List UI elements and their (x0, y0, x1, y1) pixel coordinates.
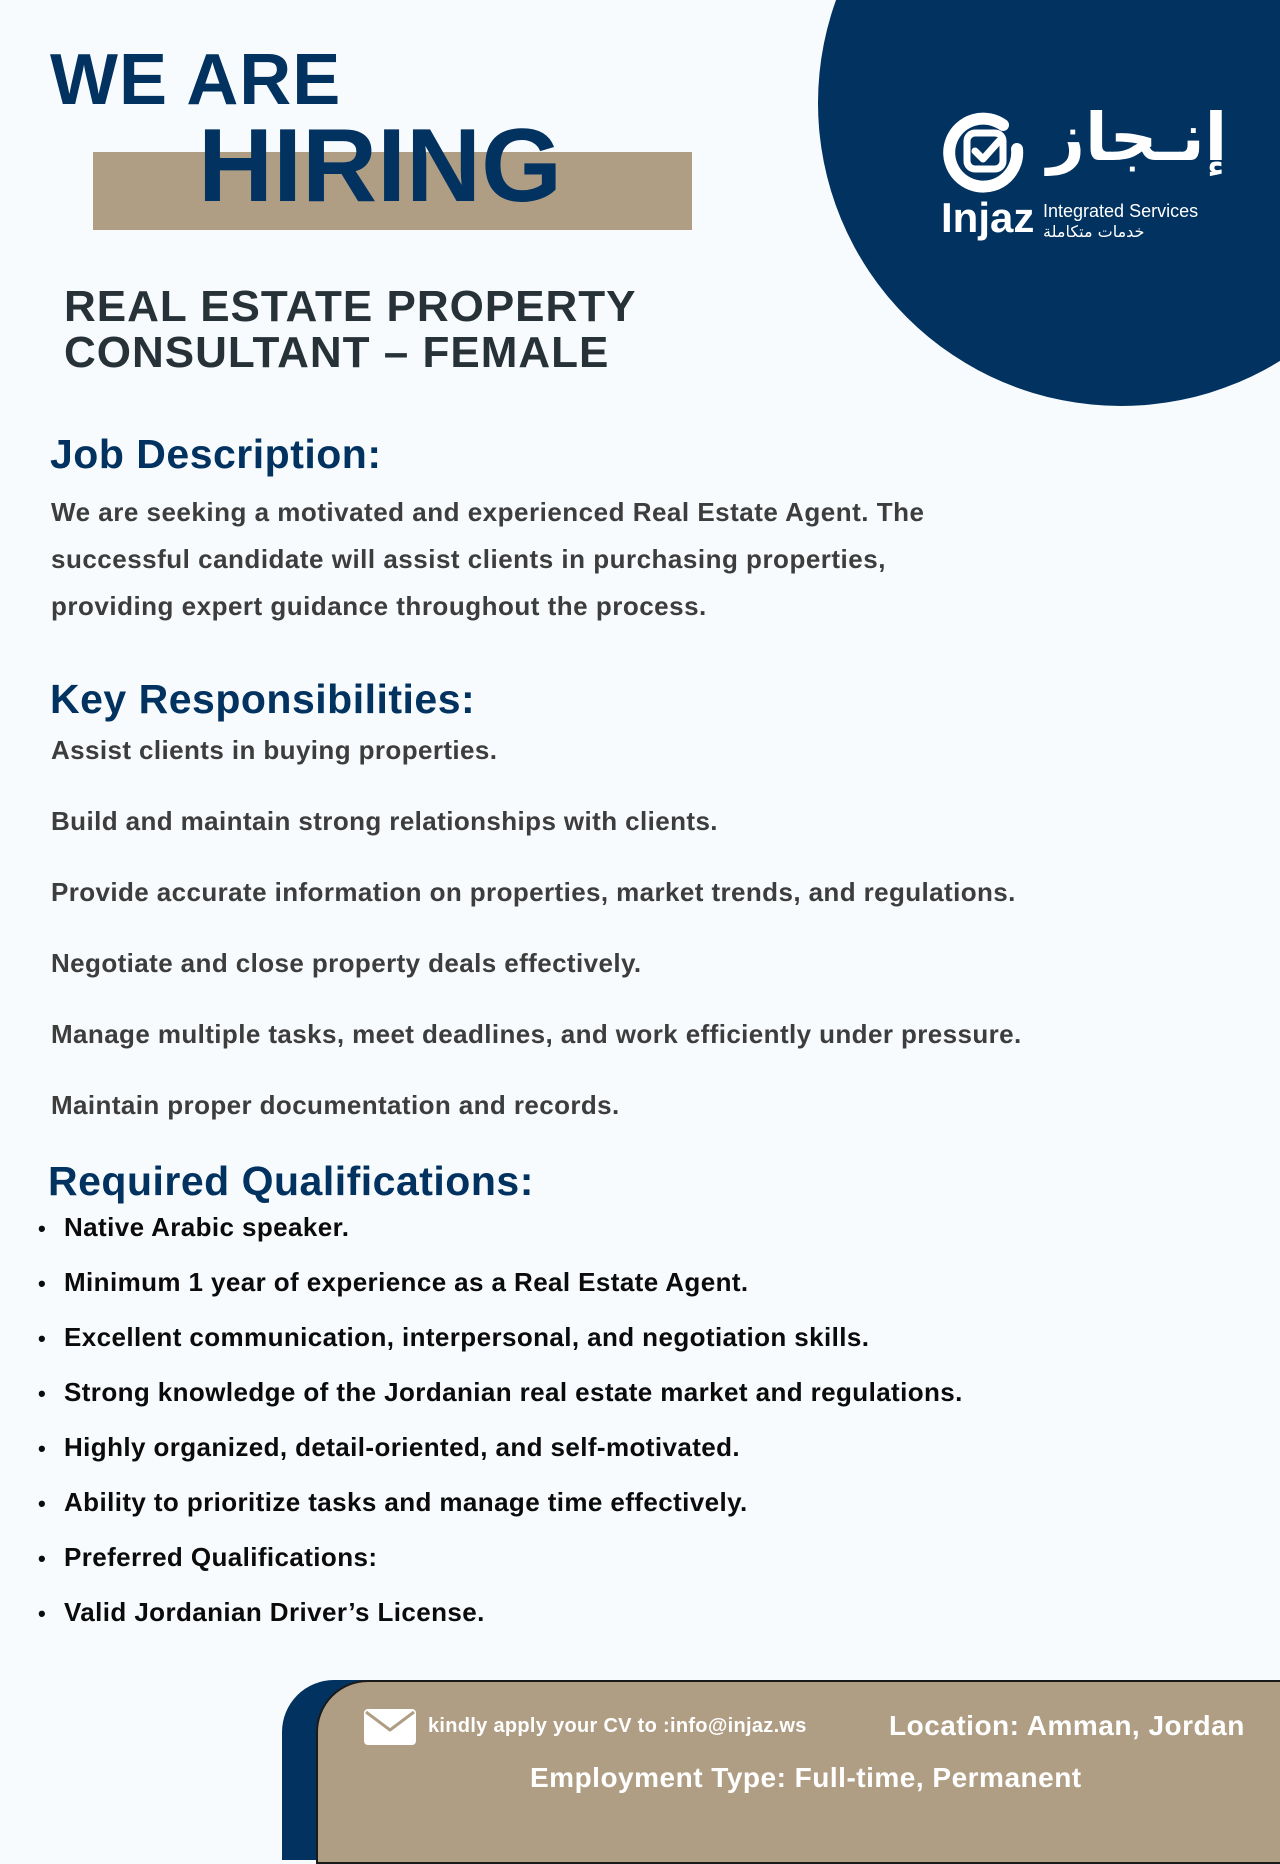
headline-we-are: WE ARE (50, 40, 342, 120)
bullet: • (38, 1216, 47, 1241)
bullet: • (38, 1381, 47, 1406)
responsibility-item: Provide accurate information on properties, market trends, and regulations. (51, 877, 1016, 907)
bullet: • (38, 1436, 47, 1461)
qualification-text: Preferred Qualifications: (64, 1542, 378, 1572)
job-description-text (51, 489, 1051, 630)
qualification-item (38, 1212, 963, 1267)
qualification-text: Ability to prioritize tasks and manage time effectively. (64, 1487, 748, 1517)
bullet: • (38, 1491, 47, 1516)
responsibilities-list (51, 735, 1022, 1161)
job-title-line-1: REAL ESTATE PROPERTY (64, 282, 637, 331)
apply-email-text[interactable]: kindly apply your CV to :info@injaz.ws (428, 1715, 807, 1737)
responsibilities-heading: Key Responsibilities: (50, 676, 476, 722)
job-description-line: successful candidate will assist clients in purchasing properties, (51, 544, 886, 574)
responsibility-item: Assist clients in buying properties. (51, 735, 498, 765)
responsibility-item: Maintain proper documentation and records. (51, 1090, 620, 1120)
bullet: • (38, 1546, 47, 1571)
bullet: • (38, 1326, 47, 1351)
qualification-item (38, 1487, 963, 1542)
responsibility-item: Negotiate and close property deals effectively. (51, 948, 642, 978)
job-title-line-2: CONSULTANT – FEMALE (64, 328, 610, 377)
responsibility-item: Build and maintain strong relationships with clients. (51, 806, 718, 836)
qualification-item (38, 1542, 963, 1597)
injaz-logo (935, 99, 1228, 255)
logo-english-name: Injaz (941, 194, 1035, 241)
location-text: Location: Amman, Jordan (889, 1710, 1245, 1741)
qualification-item (38, 1432, 963, 1487)
qualification-item (38, 1322, 963, 1377)
qualification-text: Valid Jordanian Driver’s License. (64, 1597, 485, 1627)
qualification-text: Native Arabic speaker. (64, 1212, 350, 1242)
qualification-item (38, 1267, 963, 1322)
bullet: • (38, 1601, 47, 1626)
headline-hiring: HIRING (198, 108, 562, 224)
bullet: • (38, 1271, 47, 1296)
job-description-heading: Job Description: (50, 431, 382, 477)
qualifications-list (38, 1212, 963, 1652)
check-circle-icon (937, 105, 1033, 201)
qualification-text: Strong knowledge of the Jordanian real estate market and regulations. (64, 1377, 963, 1407)
qualification-item (38, 1377, 963, 1432)
employment-type-text: Employment Type: Full-time, Permanent (530, 1762, 1082, 1793)
job-title (64, 284, 637, 376)
job-description-line: providing expert guidance throughout the process. (51, 591, 707, 621)
qualification-item (38, 1597, 963, 1652)
qualifications-heading: Required Qualifications: (48, 1158, 534, 1204)
job-description-line: We are seeking a motivated and experienced Real Estate Agent. The (51, 497, 925, 527)
responsibility-item: Manage multiple tasks, meet deadlines, and work efficiently under pressure. (51, 1019, 1022, 1049)
qualification-text: Excellent communication, interpersonal, and negotiation skills. (64, 1322, 870, 1352)
logo-arabic-name: إنـجاز (1047, 99, 1228, 176)
qualification-text: Minimum 1 year of experience as a Real Estate Agent. (64, 1267, 749, 1297)
qualification-text: Highly organized, detail-oriented, and self-motivated. (64, 1432, 741, 1462)
mail-icon (364, 1709, 416, 1745)
logo-subtitle-en: Integrated Services (1043, 201, 1199, 221)
logo-subtitle-ar: خدمات متكاملة (1043, 222, 1145, 241)
